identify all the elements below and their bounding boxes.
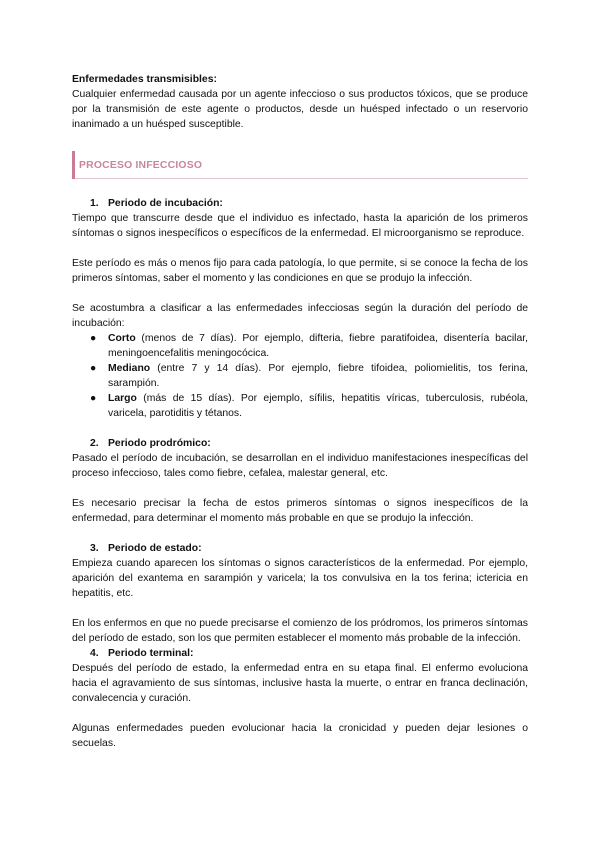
paragraph: Este período es más o menos fijo para cada patología, lo que permite, si se conoce la fecha de los primeros síntomas, saber el momento y las condiciones en que se produjo la infección. (72, 258, 528, 284)
paragraph: Empieza cuando aparecen los síntomas o signos característicos de la enfermedad. Por ejemplo, aparición del exantema en sarampión y varicela; la tos convulsiva en la tos ferina; ictericia en hepatitis, etc. (72, 558, 528, 599)
paragraph: Es necesario precisar la fecha de estos primeros síntomas o signos inespecíficos de la enfermedad, para determinar el momento más probable en que se produjo la infección. (72, 498, 528, 524)
list-item: ● Corto (menos de 7 días). Por ejemplo, difteria, fiebre paratifoidea, disentería bacilar, meningoencefalitis meningocócica. (90, 333, 528, 359)
period-heading-incubation: 1. Periodo de incubación: (90, 198, 223, 209)
bullet-icon: ● (90, 393, 97, 404)
intro-title: Enfermedades transmisibles: (72, 74, 217, 85)
section-header (72, 151, 528, 179)
period-heading-prodromic: 2. Periodo prodrómico: (90, 438, 211, 449)
list-item: ● Largo (más de 15 días). Por ejemplo, sífilis, hepatitis víricas, tuberculosis, rubéola, varicela, parotiditis y tétanos. (90, 393, 528, 419)
paragraph: Se acostumbra a clasificar a las enfermedades infecciosas según la duración del período de incubación: (72, 303, 528, 329)
bullet-icon: ● (90, 363, 97, 374)
paragraph: Pasado el período de incubación, se desarrollan en el individuo manifestaciones inespecíficas del proceso infeccioso, tales como fiebre, cefalea, malestar general, etc. (72, 453, 528, 479)
period-heading-state: 3. Periodo de estado: (90, 543, 202, 554)
section-title: PROCESO INFECCIOSO (79, 159, 203, 171)
paragraph: Tiempo que transcurre desde que el individuo es infectado, hasta la aparición de los primeros síntomas o signos inespecíficos o específicos de la enfermedad. El microorganismo se reproduce. (72, 213, 528, 239)
paragraph: Después del período de estado, la enfermedad entra en su etapa final. El enfermo evoluciona hacia el agravamiento de sus síntomas, inclusive hasta la muerte, o entrar en franca declinación, convalecencia y curación. (72, 663, 528, 704)
bullet-icon: ● (90, 333, 97, 344)
incubation-list (72, 331, 528, 421)
document-page (72, 72, 528, 751)
period-heading-terminal: 4. Periodo terminal: (90, 648, 194, 659)
paragraph: Algunas enfermedades pueden evolucionar hacia la cronicidad y pueden dejar lesiones o secuelas. (72, 723, 528, 749)
paragraph: En los enfermos en que no puede precisarse el comienzo de los pródromos, los primeros síntomas del período de estado, son los que permiten establecer el momento más probable de la infección. (72, 618, 528, 644)
intro-text: Cualquier enfermedad causada por un agente infeccioso o sus productos tóxicos, que se produce por la transmisión de este agente o productos, desde un huésped infectado o un reservorio inanimado a un huésped susceptible. (72, 89, 528, 130)
list-item: ● Mediano (entre 7 y 14 días). Por ejemplo, fiebre tifoidea, poliomielitis, tos ferina, sarampión. (90, 363, 528, 389)
